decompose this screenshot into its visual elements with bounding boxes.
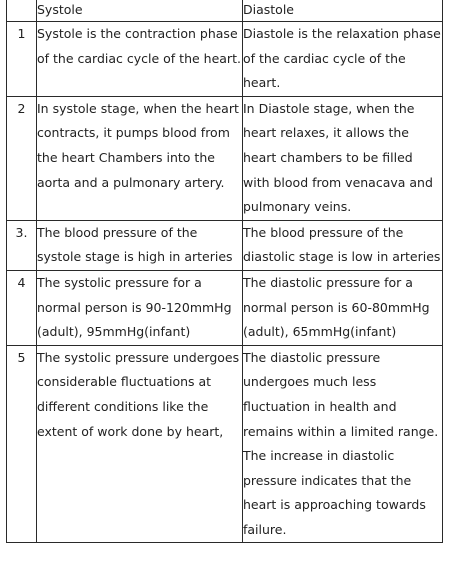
table-header-row xyxy=(7,0,443,22)
table-row xyxy=(7,220,443,270)
table-row xyxy=(7,270,443,345)
systole-cell: The systolic pressure for a normal person is 90-120mmHg (adult), 95mmHg(infant) xyxy=(37,270,243,345)
systole-cell: In systole stage, when the heart contracts, it pumps blood from the heart Chambers into the aorta and a pulmonary artery. xyxy=(37,96,243,220)
diastole-cell: The diastolic pressure undergoes much less fluctuation in health and remains within a limited range. The increase in diastolic pressure indicates that the heart is approaching towards failure. xyxy=(243,345,443,543)
systole-cell: Systole is the contraction phase of the cardiac cycle of the heart. xyxy=(37,22,243,97)
diastole-cell: The blood pressure of the diastolic stage is low in arteries xyxy=(243,220,443,270)
diastole-cell: Diastole is the relaxation phase of the cardiac cycle of the heart. xyxy=(243,22,443,97)
systole-cell: The systolic pressure undergoes considerable fluctuations at different conditions like the extent of work done by heart, xyxy=(37,345,243,543)
systole-header: Systole xyxy=(37,0,243,22)
systole-cell: The blood pressure of the systole stage is high in arteries xyxy=(37,220,243,270)
row-number-header-cell xyxy=(7,0,37,22)
table-row xyxy=(7,22,443,97)
systole-diastole-comparison-table xyxy=(6,0,443,543)
diastole-cell: In Diastole stage, when the heart relaxes, it allows the heart chambers to be filled with blood from venacava and pulmonary veins. xyxy=(243,96,443,220)
table-row xyxy=(7,96,443,220)
row-number: 4 xyxy=(7,270,37,345)
row-number: 1 xyxy=(7,22,37,97)
table-row xyxy=(7,345,443,543)
row-number: 2 xyxy=(7,96,37,220)
diastole-header: Diastole xyxy=(243,0,443,22)
row-number: 3. xyxy=(7,220,37,270)
diastole-cell: The diastolic pressure for a normal person is 60-80mmHg (adult), 65mmHg(infant) xyxy=(243,270,443,345)
document-page xyxy=(6,0,444,543)
row-number: 5 xyxy=(7,345,37,543)
